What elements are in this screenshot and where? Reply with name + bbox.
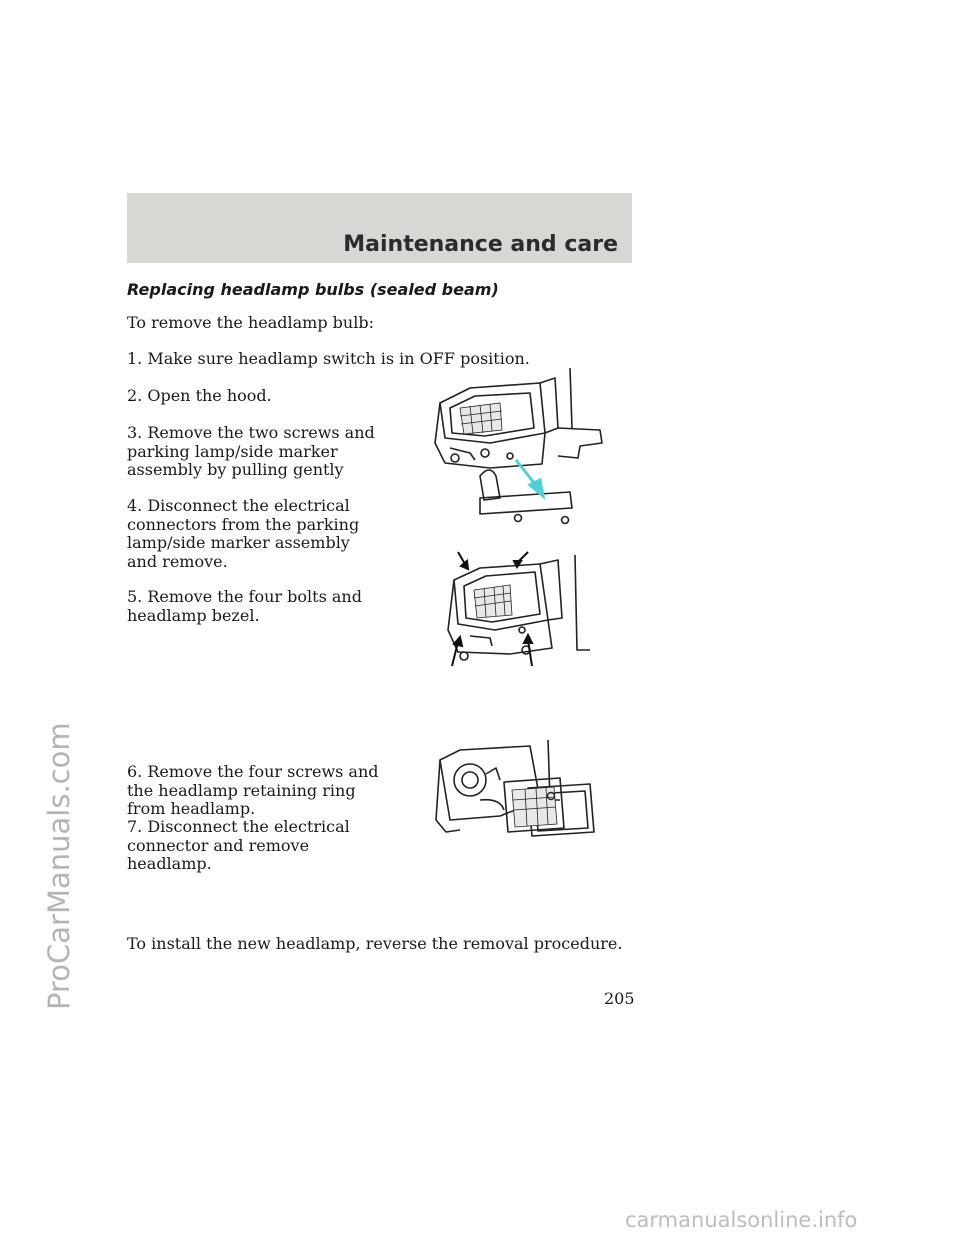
headlamp-retaining-ring-illustration — [430, 740, 602, 840]
bottom-watermark: carmanualsonline.info — [625, 1208, 858, 1232]
step-5: 5. Remove the four bolts and headlamp bezel. — [127, 587, 362, 625]
parking-lamp-removal-illustration — [430, 368, 610, 533]
page-number: 205 — [604, 989, 635, 1008]
intro-text: To remove the headlamp bulb: — [127, 313, 374, 332]
step-6: 6. Remove the four screws and the headlamp retaining ring from headlamp. — [127, 762, 379, 818]
step-3: 3. Remove the two screws and parking lamp/side marker assembly by pulling gently — [127, 423, 375, 479]
side-watermark-text: ProCarManuals.com — [42, 722, 76, 1010]
step-4: 4. Disconnect the electrical connectors from the parking lamp/side marker assembly and remove. — [127, 496, 360, 571]
section-header-band — [127, 193, 632, 263]
step-7: 7. Disconnect the electrical connector and remove headlamp. — [127, 817, 350, 873]
section-heading: Replacing headlamp bulbs (sealed beam) — [127, 280, 499, 299]
section-title: Maintenance and care — [343, 232, 618, 257]
headlamp-bezel-bolts-illustration — [440, 550, 592, 668]
step-1: 1. Make sure headlamp switch is in OFF position. — [127, 349, 530, 368]
step-2: 2. Open the hood. — [127, 386, 272, 405]
closing-text: To install the new headlamp, reverse the removal procedure. — [127, 934, 623, 953]
side-watermark — [0, 0, 76, 1242]
